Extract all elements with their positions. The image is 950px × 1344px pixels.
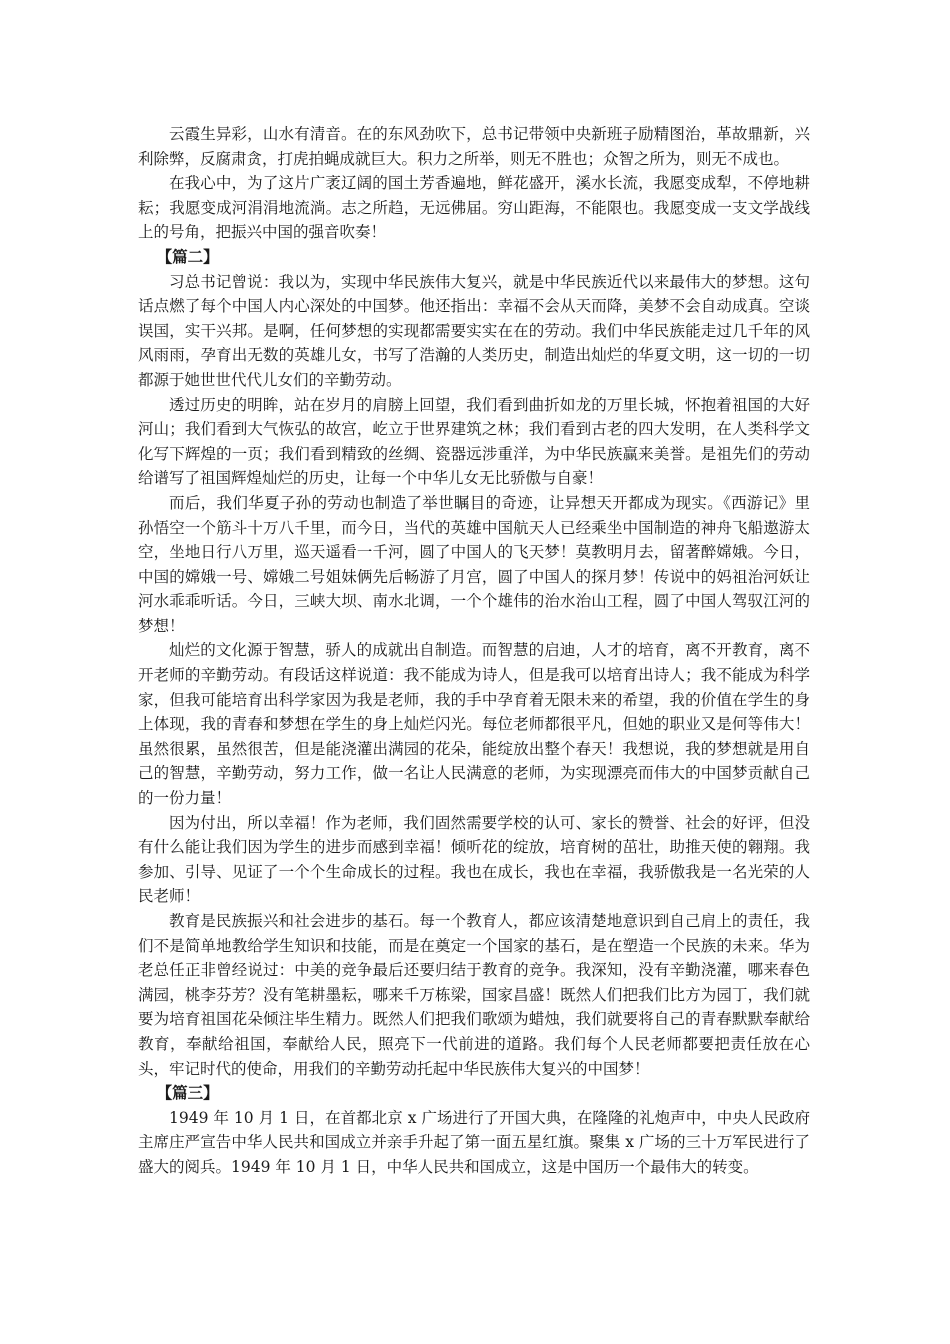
paragraph: 习总书记曾说：我以为，实现中华民族伟大复兴，就是中华民族近代以来最伟大的梦想。这句话点燃了每个中国人内心深处的中国梦。他还指出：幸福不会从天而降，美梦不会自动成真。空谈误国，实干兴邦。是啊，任何梦想的实现都需要实实在在的劳动。我们中华民族能走过几千年的风风雨雨，孕育出无数的英雄儿女，书写了浩瀚的人类历史，制造出灿烂的华夏文明，这一切的一切都源于她世世代代儿女们的辛勤劳动。 (138, 272, 810, 389)
section-heading: 【篇二】 (156, 246, 219, 266)
paragraph: 教育是民族振兴和社会进步的基石。每一个教育人，都应该清楚地意识到自己肩上的责任，我们不是简单地教给学生知识和技能，而是在奠定一个国家的基石，是在塑造一个民族的未来。华为老总任正非曾经说过：中美的竞争最后还要归结于教育的竞争。我深知，没有辛勤浇灌，哪来春色满园，桃李芬芳？没有笔耕墨耘，哪来千万栋梁，国家昌盛！既然人们把我们比方为园丁，我们就要为培育祖国花朵倾注毕生精力。既然人们把我们歌颂为蜡烛，我们就要将自己的青春默默奉献给教育，奉献给祖国，奉献给人民，照亮下一代前进的道路。我们每个人民老师都要把责任放在心头，牢记时代的使命，用我们的辛勤劳动托起中华民族伟大复兴的中国梦！ (138, 912, 810, 1078)
paragraph: 因为付出，所以幸福！作为老师，我们固然需要学校的认可、家长的赞誉、社会的好评，但没有什么能让我们因为学生的进步而感到幸福！倾听花的绽放，培育树的茁壮，助推天使的翱翔。我参加、引导、见证了一个个生命成长的过程。我也在成长，我也在幸福，我骄傲我是一名光荣的人民老师！ (138, 813, 810, 906)
paragraph: 透过历史的明眸，站在岁月的肩膀上回望，我们看到曲折如龙的万里长城，怀抱着祖国的大好河山；我们看到大气恢弘的故宫，屹立于世界建筑之林；我们看到古老的四大发明，在人类科学文化写下辉煌的一页；我们看到精致的丝绸、瓷器远涉重洋，为中华民族赢来美誉。是祖先们的劳动给谱写了祖国辉煌灿烂的历史，让每一个中华儿女无比骄傲与自豪！ (138, 395, 810, 488)
paragraph: 在我心中，为了这片广袤辽阔的国土芳香遍地，鲜花盛开，溪水长流，我愿变成犁，不停地耕耘；我愿变成河涓涓地流淌。志之所趋，无远佛届。穷山距海，不能限也。我愿变成一支文学战线上的号角，把振兴中国的强音吹奏！ (138, 174, 810, 242)
document-body (138, 122, 810, 1180)
section-heading: 【篇三】 (156, 1083, 219, 1103)
paragraph: 灿烂的文化源于智慧，骄人的成就出自制造。而智慧的启迪，人才的培育，离不开教育，离不开老师的辛勤劳动。有段话这样说道：我不能成为诗人，但是我可以培育出诗人；我不能成为科学家，但我可能培育出科学家因为我是老师，我的手中孕育着无限未来的希望，我的价值在学生的身上体现，我的青春和梦想在学生的身上灿烂闪光。每位老师都很平凡，但她的职业又是何等伟大！虽然很累，虽然很苦，但是能浇灌出满园的花朵，能绽放出整个春天！我想说，我的梦想就是用自己的智慧，辛勤劳动，努力工作，做一名让人民满意的老师，为实现漂亮而伟大的中国梦贡献自己的一份力量！ (138, 641, 810, 808)
paragraph: 而后，我们华夏子孙的劳动也制造了举世瞩目的奇迹，让异想天开都成为现实。《西游记》里孙悟空一个筋斗十万八千里，而今日，当代的英雄中国航天人已经乘坐中国制造的神舟飞船遨游太空，坐地日行八万里，巡天遥看一千河，圆了中国人的飞天梦！莫教明月去，留著醉嫦娥。今日，中国的嫦娥一号、嫦娥二号姐妹俩先后畅游了月宫，圆了中国人的探月梦！传说中的妈祖治河妖让河水乖乖听话。今日，三峡大坝、南水北调，一个个雄伟的治水治山工程，圆了中国人驾驭江河的梦想！ (138, 493, 810, 635)
paragraph: 云霞生异彩，山水有清音。在的东风劲吹下，总书记带领中央新班子励精图治，革故鼎新，兴利除弊，反腐肃贪，打虎拍蝇成就巨大。积力之所举，则无不胜也；众智之所为，则无不成也。 (138, 125, 810, 168)
paragraph: 1949 年 10 月 1 日，在首都北京 x 广场进行了开国大典，在隆隆的礼炮声中，中央人民政府主席庄严宣告中华人民共和国成立并亲手升起了第一面五星红旗。聚集 x 广场的三十万军民进行了盛大的阅兵。1949 年 10 月 1 日，中华人民共和国成立，这是中国历一个最伟大的转变。 (138, 1108, 810, 1176)
